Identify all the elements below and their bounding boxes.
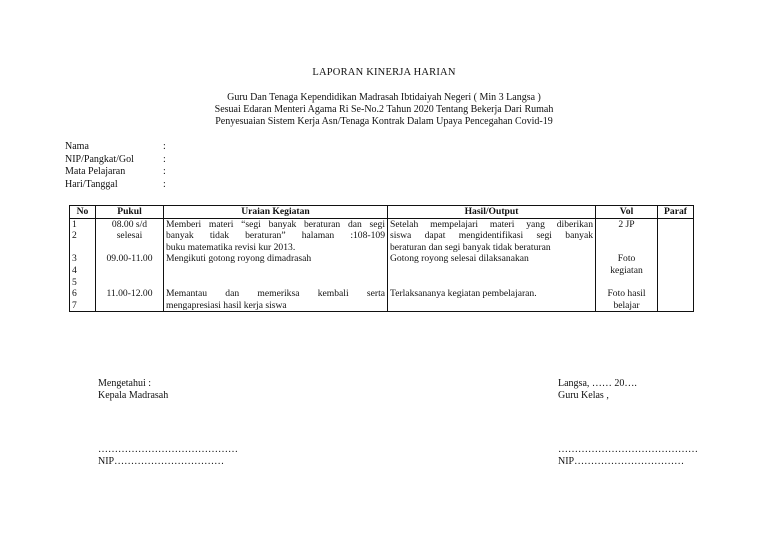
signature-right-place-date: Langsa, …… 20…. [558,378,637,389]
identity-block [65,141,166,191]
pukul-line: selesai [116,230,143,242]
pukul-line: 09.00-11.00 [106,253,153,265]
uraian-line: Memantau dan memeriksa kembali serta [166,288,385,300]
info-colon: : [163,153,166,165]
cell-vol [596,218,658,312]
signature-left [98,378,168,402]
cell-pukul [96,218,164,312]
hasil-line [390,277,593,289]
vol-line: Foto hasil [607,288,646,300]
column-header-no: No [70,206,96,219]
info-row-hari [65,178,166,192]
column-header-hasil: Hasil/Output [388,206,596,219]
pukul-line [98,277,161,289]
signature-left-name-line: …………………………………… [98,444,238,455]
signature-right-nip: NIP…………………………… [558,456,685,467]
hasil-line: Terlaksananya kegiatan pembelajaran. [390,288,537,300]
info-label: NIP/Pangkat/Gol [65,153,134,165]
hasil-line: Gotong royong selesai dilaksanakan [390,253,529,265]
table-header-row [70,206,694,219]
subtitle-line-3: Penyesuaian Sistem Kerja Asn/Tenaga Kontrak Dalam Upaya Pencegahan Covid-19 [215,116,553,127]
hasil-line [390,265,593,277]
info-label: Hari/Tanggal [65,178,118,190]
signature-right-name-line: …………………………………… [558,444,698,455]
info-colon: : [163,141,166,152]
signature-right [558,378,637,402]
report-title: LAPORAN KINERJA HARIAN [312,67,456,78]
signature-left-nip: NIP…………………………… [98,456,225,467]
pukul-line [98,265,161,277]
column-header-vol: Vol [596,206,658,219]
no-line: 4 [72,264,77,276]
subtitle-line-2: Sesuai Edaran Menteri Agama Ri Se-No.2 Tahun 2020 Tentang Bekerja Dari Rumah [214,104,554,115]
table-row [70,218,694,312]
uraian-line [166,277,385,289]
vol-line [598,230,655,242]
hasil-line: siswa dapat mengidentifikasi segi banyak [390,230,593,242]
vol-line [598,277,655,289]
signature-right-role: Guru Kelas , [558,390,609,401]
pukul-line: 08.00 s/d [111,218,148,230]
no-line [72,242,93,254]
column-header-uraian: Uraian Kegiatan [164,206,388,219]
signature-left-heading: Mengetahui : [98,378,152,389]
hasil-line: Setelah mempelajari materi yang diberikan [390,218,593,230]
uraian-line: buku matematika revisi kur 2013. [166,241,296,253]
no-line: 7 [72,299,77,311]
no-line: 3 [72,253,77,265]
no-line: 2 [72,230,77,242]
cell-no [70,218,96,312]
uraian-line: mengapresiasi hasil kerja siswa [166,299,287,311]
uraian-line: banyak tidak beraturan” halaman :108-109 [166,230,385,242]
subtitle-line-1: Guru Dan Tenaga Kependidikan Madrasah Ibtidaiyah Negeri ( Min 3 Langsa ) [227,92,541,103]
pukul-line: 11.00-12.00 [106,288,153,300]
cell-paraf [658,218,694,312]
uraian-line: Mengikuti gotong royong dimadrasah [166,253,312,265]
info-colon: : [163,166,166,177]
no-line: 5 [72,276,77,288]
activity-table [69,205,694,312]
hasil-line [390,300,593,312]
hasil-line: beraturan dan segi banyak tidak beraturan [390,241,551,253]
vol-line: Foto [617,253,636,265]
vol-line: kegiatan [610,264,643,276]
vol-line [598,242,655,254]
signature-left-role: Kepala Madrasah [98,390,169,401]
pukul-line [98,300,161,312]
info-row-mapel [65,166,166,179]
vol-line: 2 JP [618,218,635,230]
cell-uraian [164,218,388,312]
info-row-nama [65,141,166,154]
no-line: 1 [72,218,77,230]
info-colon: : [163,178,166,190]
uraian-line [166,265,385,277]
pukul-line [98,242,161,254]
no-line: 6 [72,288,77,300]
info-label: Mata Pelajaran [65,166,126,177]
info-label: Nama [65,141,89,152]
cell-hasil [388,218,596,312]
vol-line: belajar [613,299,640,311]
uraian-line: Memberi materi “segi banyak beraturan dan segi [166,218,385,230]
info-row-nip [65,153,166,167]
column-header-paraf: Paraf [658,206,694,219]
column-header-pukul: Pukul [96,206,164,219]
